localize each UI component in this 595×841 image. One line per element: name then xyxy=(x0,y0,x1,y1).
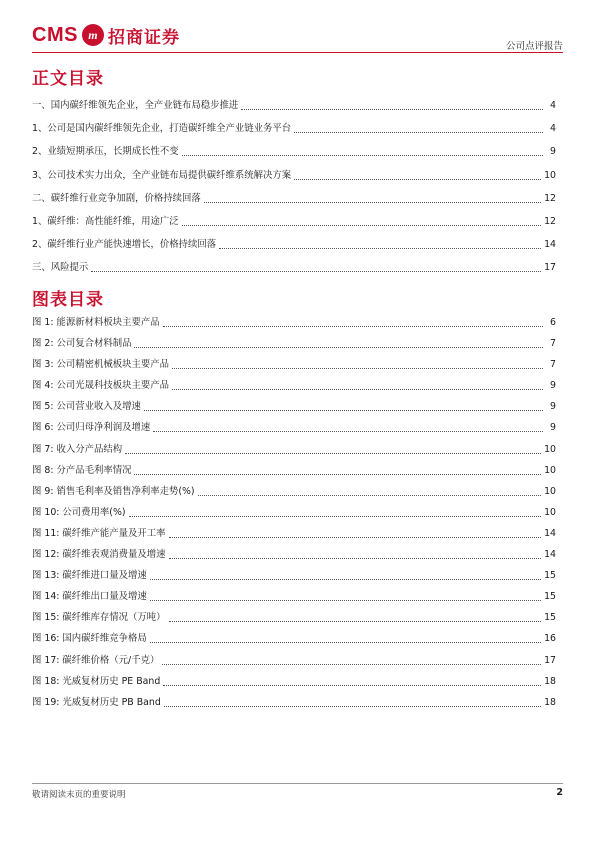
figure-entry-page: 18 xyxy=(544,675,556,687)
dot-leader xyxy=(241,108,543,110)
figure-entry-page: 15 xyxy=(544,570,556,582)
toc-entry-page: 10 xyxy=(544,169,556,181)
dot-leader xyxy=(169,536,542,538)
figure-entry-text: 图 10: 公司费用率(%) xyxy=(32,506,126,518)
toc-entry-page: 14 xyxy=(544,239,556,251)
dot-leader xyxy=(162,663,541,665)
dot-leader xyxy=(144,409,543,411)
figure-entry-page: 16 xyxy=(544,633,556,645)
figure-entry[interactable] xyxy=(32,359,556,371)
toc-entry-text: 二、碳纤维行业竞争加剧，价格持续回落 xyxy=(32,192,201,204)
figure-entry-text: 图 15: 碳纤维库存情况（万吨） xyxy=(32,612,166,624)
figure-entry-page: 7 xyxy=(550,338,556,350)
figure-entry[interactable] xyxy=(32,570,556,582)
figure-entry[interactable] xyxy=(32,591,556,603)
dot-leader xyxy=(134,473,541,475)
toc-entry[interactable] xyxy=(32,262,556,274)
figure-entry-page: 15 xyxy=(544,612,556,624)
toc-entry-text: 2、碳纤维行业产能快速增长，价格持续回落 xyxy=(32,239,217,251)
toc-entry-page: 4 xyxy=(550,100,556,111)
toc-entry[interactable] xyxy=(32,239,556,251)
toc-entry[interactable] xyxy=(32,193,556,205)
dot-leader xyxy=(294,131,543,133)
figure-entry-text: 图 17: 碳纤维价格（元/千克） xyxy=(32,654,160,666)
figure-entry-page: 17 xyxy=(544,654,556,666)
dot-leader xyxy=(153,430,543,432)
figure-entry[interactable] xyxy=(32,317,556,329)
dot-leader xyxy=(182,224,541,226)
dot-leader xyxy=(169,620,542,622)
figure-entry-text: 图 3: 公司精密机械板块主要产品 xyxy=(32,359,169,371)
figure-entry-page: 14 xyxy=(544,527,556,539)
page-number: 2 xyxy=(556,787,563,798)
toc-entry-text: 3、公司技术实力出众，全产业链布局提供碳纤维系统解决方案 xyxy=(32,169,292,181)
figure-entry[interactable] xyxy=(32,633,556,645)
figure-entry[interactable] xyxy=(32,422,556,434)
figure-entry-page: 15 xyxy=(544,591,556,603)
figure-entry-text: 图 19: 光威复材历史 PB Band xyxy=(32,696,161,708)
figure-list xyxy=(32,317,556,718)
figure-entry-text: 图 12: 碳纤维表观消费量及增速 xyxy=(32,549,166,561)
footer-divider xyxy=(32,783,563,784)
toc-entry[interactable] xyxy=(32,216,556,228)
toc-entry-page: 4 xyxy=(550,123,556,135)
dot-leader xyxy=(182,154,543,156)
toc-entry[interactable] xyxy=(32,100,556,112)
figure-entry-page: 9 xyxy=(550,380,556,392)
figure-entry-text: 图 11: 碳纤维产能产量及开工率 xyxy=(32,527,166,539)
dot-leader xyxy=(172,388,543,390)
figure-entry-text: 图 4: 公司光晟科技板块主要产品 xyxy=(32,380,169,392)
dot-leader xyxy=(134,346,543,348)
logo-chinese-text: 招商证券 xyxy=(107,27,180,48)
figure-entry-text: 图 16: 国内碳纤维竞争格局 xyxy=(32,633,147,645)
figure-entry[interactable] xyxy=(32,465,556,477)
figure-entry[interactable] xyxy=(32,380,556,392)
figure-entry-page: 6 xyxy=(550,317,556,328)
dot-leader xyxy=(204,201,541,203)
dot-leader xyxy=(294,178,541,180)
figure-entry-text: 图 2: 公司复合材料制品 xyxy=(32,338,132,350)
dot-leader xyxy=(150,641,541,643)
figure-entry-text: 图 14: 碳纤维出口量及增速 xyxy=(32,591,147,603)
figures-title: 图表目录 xyxy=(32,290,104,310)
figure-entry-page: 14 xyxy=(544,549,556,561)
figure-entry-text: 图 1: 能源新材料板块主要产品 xyxy=(32,317,160,328)
figure-entry-text: 图 13: 碳纤维进口量及增速 xyxy=(32,570,147,582)
figure-entry-page: 10 xyxy=(544,443,556,455)
figure-entry-page: 9 xyxy=(550,422,556,434)
figure-entry[interactable] xyxy=(32,612,556,624)
figure-entry-page: 10 xyxy=(544,485,556,497)
dot-leader xyxy=(150,599,541,601)
toc-entry-text: 一、国内碳纤维领先企业，全产业链布局稳步推进 xyxy=(32,100,239,111)
logo-mark-icon: m xyxy=(82,24,104,46)
figure-entry-page: 10 xyxy=(544,506,556,518)
footer-disclaimer: 敬请阅读末页的重要说明 xyxy=(32,790,126,800)
toc-entry-text: 三、风险提示 xyxy=(32,262,89,274)
figure-entry[interactable] xyxy=(32,528,556,540)
toc-entry[interactable] xyxy=(32,170,556,182)
report-type-label: 公司点评报告 xyxy=(505,41,563,52)
figure-entry-text: 图 9: 销售毛利率及销售净利率走势(%) xyxy=(32,485,195,497)
page-header xyxy=(32,18,563,52)
toc-entry-page: 9 xyxy=(550,146,556,158)
figure-entry[interactable] xyxy=(32,486,556,498)
dot-leader xyxy=(163,325,543,327)
dot-leader xyxy=(91,270,541,272)
dot-leader xyxy=(150,578,541,580)
toc-entry-text: 1、碳纤维：高性能纤维，用途广泛 xyxy=(32,215,179,227)
toc-entry-text: 1、公司是国内碳纤维领先企业，打造碳纤维全产业链业务平台 xyxy=(32,123,292,135)
dot-leader xyxy=(164,705,541,707)
figure-entry-page: 9 xyxy=(550,401,556,413)
figure-entry[interactable] xyxy=(32,676,556,688)
logo-latin-text: CMS xyxy=(32,23,78,46)
figure-entry-text: 图 8: 分产品毛利率情况 xyxy=(32,464,132,476)
figure-entry[interactable] xyxy=(32,655,556,667)
toc-entry[interactable] xyxy=(32,123,556,135)
dot-leader xyxy=(129,515,542,517)
toc-entry-page: 12 xyxy=(544,192,556,204)
figure-entry-page: 18 xyxy=(544,696,556,708)
figure-entry-page: 7 xyxy=(550,359,556,371)
header-divider xyxy=(32,52,563,53)
dot-leader xyxy=(163,684,541,686)
figure-entry-page: 10 xyxy=(544,464,556,476)
toc-title: 正文目录 xyxy=(32,69,104,89)
figure-entry[interactable] xyxy=(32,338,556,350)
toc-entry-text: 2、业绩短期承压，长期成长性不变 xyxy=(32,146,179,158)
figure-entry[interactable] xyxy=(32,549,556,561)
dot-leader xyxy=(198,494,542,496)
figure-entry-text: 图 6: 公司归母净利润及增速 xyxy=(32,422,151,434)
figure-entry[interactable] xyxy=(32,507,556,519)
toc-entry-page: 17 xyxy=(544,262,556,274)
toc-list xyxy=(32,100,556,286)
figure-entry-text: 图 7: 收入分产品结构 xyxy=(32,443,123,455)
dot-leader xyxy=(125,452,541,454)
toc-entry-page: 12 xyxy=(544,215,556,227)
figure-entry[interactable] xyxy=(32,401,556,413)
dot-leader xyxy=(219,247,541,249)
dot-leader xyxy=(172,367,543,369)
toc-entry[interactable] xyxy=(32,146,556,158)
figure-entry[interactable] xyxy=(32,697,556,709)
figure-entry[interactable] xyxy=(32,444,556,456)
figure-entry-text: 图 18: 光威复材历史 PE Band xyxy=(32,675,161,687)
dot-leader xyxy=(169,557,542,559)
figure-entry-text: 图 5: 公司营业收入及增速 xyxy=(32,401,141,413)
company-logo xyxy=(32,22,180,48)
